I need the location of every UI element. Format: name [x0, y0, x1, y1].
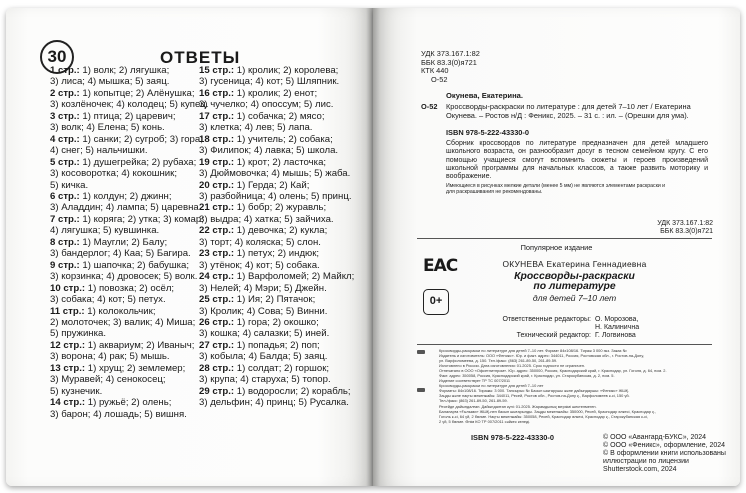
udc-bottom-block	[643, 220, 713, 236]
answer-page-label: 9 стр.:	[50, 259, 80, 271]
answer-text: 3) барон; 4) лошадь; 5) вишня.	[50, 408, 187, 420]
answer-text: 1) повозка; 2) осёл;	[85, 282, 175, 294]
answer-text: 1) Варфоломей; 2) Майкл;	[234, 271, 355, 283]
answer-text: 1) Ия; 2) Пятачок;	[234, 294, 316, 306]
fine-print-line: Ресейде дайындалған. Дайындалған күні: 01.2025. Жарамдылық мерзімі шектелмеген.	[439, 403, 597, 409]
answer-line	[50, 386, 208, 397]
fine-print-line: Изделие соответствует ТР ТС 007/2011	[439, 378, 511, 384]
answer-line	[199, 191, 354, 202]
answer-text: 1) собачка; 2) мясо;	[234, 110, 325, 122]
answer-line	[199, 122, 354, 133]
answer-line	[199, 134, 354, 145]
answer-page-label: 12 стр.:	[50, 339, 86, 351]
answer-page-label: 24 стр.:	[199, 271, 235, 283]
answer-line	[199, 260, 354, 271]
popular-edition-label: Популярное издание	[520, 243, 593, 252]
answer-text: 1) кролик; 2) енот;	[234, 87, 318, 99]
answer-line	[50, 260, 208, 271]
answer-line	[199, 111, 354, 122]
answer-page-label: 4 стр.:	[50, 133, 80, 145]
answer-page-label: 11 стр.:	[50, 305, 85, 317]
editor-name: О. Морозова,	[595, 316, 639, 323]
fine-print-line: Факт. адрес: 350058, Россия, Краснодарский край, г. Краснодар, ул. Старокубанская, д. 2, пом. 5.	[439, 373, 615, 379]
answer-line	[50, 340, 208, 351]
copyright-line: © В оформлении книги использованы	[603, 450, 726, 458]
answer-page-label: 19 стр.:	[199, 156, 235, 168]
answer-line	[199, 145, 354, 156]
answer-page-label: 21 стр.:	[199, 202, 235, 214]
answer-text: 1) санки; 2) сугроб; 3) гора;	[79, 133, 203, 145]
imprint-fine-print	[429, 348, 713, 424]
answer-line	[50, 248, 208, 259]
answer-line	[199, 397, 354, 408]
answer-text: 1) Маугли; 2) Балу;	[79, 236, 168, 248]
answer-text: 3) Кролик; 4) Сова; 5) Винни.	[199, 305, 328, 317]
answer-line	[199, 225, 354, 236]
answer-line	[50, 99, 208, 110]
page-title: ОТВЕТЫ	[160, 48, 241, 67]
answer-line	[199, 328, 354, 339]
answer-line	[50, 409, 208, 420]
answer-page-label: 28 стр.:	[199, 362, 235, 374]
answer-text: 1) крот; 2) ласточка;	[234, 156, 327, 168]
fine-print-line: Заңды және нақты мекенжайы: 344011, Ресей, Ростов обл., Ростов-на-Дону қ., Варфоломеев к-сі, 150 үй.	[439, 393, 630, 399]
answer-page-label: 2 стр.:	[50, 87, 80, 99]
coloring-warning: Имеющиеся в рисунках мелкие детали (менее 5 мм) не являются элементами раскраски и для раскрашивания не рекомендованы.	[446, 183, 666, 196]
answer-line	[50, 202, 208, 213]
answer-page-label: 17 стр.:	[199, 110, 235, 122]
answer-page-label: 8 стр.:	[50, 236, 80, 248]
answer-text: 5) кузнечик.	[50, 385, 103, 397]
answer-line	[199, 88, 354, 99]
answer-page-label: 20 стр.:	[199, 179, 235, 191]
answer-text: 1) птица; 2) царевич;	[79, 110, 176, 122]
answer-text: 4) снег; 5) нальчишки.	[50, 145, 148, 157]
answer-text: 3) Аладдин; 4) лампа; 5) царевна.	[50, 202, 202, 214]
answer-text: 1) душегрейка; 2) рубаха;	[79, 156, 197, 168]
udc-block	[421, 50, 480, 84]
fine-print-line: Издатель и изготовитель: ООО «Феникс». Юр. и факт. адрес: 344011, Россия, Ростовская обл., г. Ростов-на-Дону,	[439, 353, 644, 359]
answer-line	[199, 99, 354, 110]
answer-line	[50, 76, 208, 87]
answers-column-right	[199, 65, 354, 409]
answer-text: 1) шапочка; 2) бабушка;	[79, 259, 190, 271]
bbk-line: ББК 83.3(0)я721	[660, 228, 713, 236]
answer-page-label: 22 стр.:	[199, 225, 235, 237]
book-title-line: Кроссворды-раскраски	[514, 271, 635, 282]
answer-line	[199, 351, 354, 362]
bbk-line: ББК 83.3(0)я721	[421, 57, 477, 67]
answer-text: 5) кичка.	[50, 179, 89, 191]
answer-page-label: 27 стр.:	[199, 339, 235, 351]
answer-text: 3) бандерлог; 4) Каа; 5) Багира.	[50, 248, 191, 260]
answer-text: 3) крупа; 4) старуха; 5) топор.	[199, 374, 331, 386]
answer-text: 1) кролик; 2) королева;	[234, 65, 339, 76]
product-icon	[417, 350, 425, 354]
answer-text: 3) лиса; 4) мышка; 5) заяц.	[50, 76, 170, 88]
right-page	[373, 8, 740, 486]
answer-text: 3) козлёночек; 4) колодец; 5) купец.	[50, 99, 209, 111]
answer-line	[50, 306, 208, 317]
answer-page-label: 18 стр.:	[199, 133, 235, 145]
fine-print-line: Гоголь к-сі, 64 үй, 2 бөлме. Нақты мекенжайы: 350058, Ресей, Краснодар өлкесі, Краснодар қ., Старокубанская к-сі,	[439, 413, 649, 419]
copyright-line: © ООО «Авангард-БУКС», 2024	[603, 434, 707, 441]
fine-print-line: ул. Варфоломеева, д. 150. Тел./факс: (863) 261-89-50, 261-89-59.	[439, 358, 558, 364]
answer-line	[50, 111, 208, 122]
book-title	[373, 272, 740, 293]
answer-line	[50, 214, 208, 225]
answer-line	[199, 294, 354, 305]
answer-text: 1) бобр; 2) журавль;	[234, 202, 327, 214]
answer-page-label: 5 стр.:	[50, 156, 80, 168]
udc-line: УДК 373.167.1:82	[657, 220, 713, 227]
left-page	[6, 8, 373, 486]
answer-line	[50, 180, 208, 191]
answer-line	[50, 351, 208, 362]
fine-print-line: Отпечатано в ООО «Офсетлитпром». Юр. адрес: 350000, Россия, Краснодарский край, г. Краснодар, ул. Гоголя, д. 64, пом. 2.	[439, 368, 667, 374]
answer-line	[50, 294, 208, 305]
answer-text: 3) собака; 4) кот; 5) петух.	[50, 294, 166, 306]
answer-page-label: 29 стр.:	[199, 385, 235, 397]
editor-role: Технический редактор:	[516, 332, 591, 339]
editor-role: Ответственные редакторы:	[502, 316, 591, 323]
answer-line	[50, 397, 208, 408]
answer-line	[199, 363, 354, 374]
copyright-block	[603, 434, 726, 474]
answer-line	[50, 363, 208, 374]
answer-text: 1) ружьё; 2) олень;	[85, 397, 172, 409]
product-icon	[417, 388, 425, 392]
fine-print-line: 2 үй, 5 бөлме. Өнім КО ТР 007/2011 сәйкес келеді.	[439, 418, 531, 424]
answer-text: 1) гора; 2) окошко;	[234, 316, 319, 328]
fine-print-line: Кроссворды-раскраски по литературе для детей 7–10 лет. Формат 84х108/16. Тираж 3 000 экз. Заказ №	[439, 348, 627, 353]
copyright-line: Shutterstock.com, 2024	[603, 466, 677, 474]
answer-line	[199, 180, 354, 191]
answer-line	[199, 271, 354, 282]
answer-line	[50, 328, 208, 339]
answer-text: 1) водоросли; 2) корабль;	[234, 385, 351, 397]
answer-page-label: 23 стр.:	[199, 248, 235, 260]
answer-line	[50, 191, 208, 202]
answer-line	[199, 237, 354, 248]
answer-text: 1) аквариум; 2) Иваныч;	[85, 339, 195, 351]
answer-line	[50, 225, 208, 236]
editor-name: Н. Калинична	[595, 324, 640, 331]
answer-line	[50, 283, 208, 294]
author-name: Окунева, Екатерина.	[446, 91, 524, 100]
answer-text: 5) пружинка.	[50, 328, 107, 340]
answer-text: 3) Филипок; 4) лавка; 5) школа.	[199, 145, 339, 157]
answer-text: 1) волк; 2) лягушка;	[79, 65, 170, 76]
answer-text: 4) лягушка; 5) кувшинка.	[50, 225, 160, 237]
answer-line	[199, 386, 354, 397]
answer-text: 3) ворона; 4) рак; 5) мышь.	[50, 351, 170, 363]
divider	[417, 238, 712, 239]
open-book	[6, 8, 740, 486]
editor-name: Г. Логвинова	[595, 332, 636, 339]
udc-line: УДК 373.167.1:82	[421, 49, 480, 58]
answer-line	[199, 157, 354, 168]
answer-page-label: 3 стр.:	[50, 110, 80, 122]
isbn-top: ISBN 978-5-222-43330-0	[446, 128, 529, 137]
answer-page-label: 26 стр.:	[199, 316, 235, 328]
answer-line	[50, 317, 208, 328]
answer-line	[50, 145, 208, 156]
answer-text: 3) волк; 4) Елена; 5) конь.	[50, 122, 165, 134]
answer-text: 3) Муравей; 4) сенокосец;	[50, 374, 166, 386]
answer-text: 3) выдра; 4) хатка; 5) зайчиха.	[199, 213, 334, 225]
answer-text: 1) девочка; 2) кукла;	[234, 225, 328, 237]
copyright-line: иллюстрации по лицензии	[603, 458, 689, 466]
divider	[417, 344, 712, 345]
answer-text: 1) хрущ; 2) землемер;	[85, 362, 186, 374]
answer-line	[199, 317, 354, 328]
answer-text: 1) попадья; 2) поп;	[234, 339, 320, 351]
answer-text: 3) гусеница; 4) кот; 5) Шляпник.	[199, 76, 340, 88]
answer-page-label: 15 стр.:	[199, 65, 235, 76]
answer-page-label: 7 стр.:	[50, 213, 80, 225]
answer-text: 3) дельфин; 4) принц; 5) Русалка.	[199, 397, 349, 409]
answer-text: 3) корзинка; 4) дровосек; 5) волк.	[50, 271, 198, 283]
answer-text: 3) разбойница; 4) олень; 5) принц.	[199, 190, 352, 202]
answer-line	[199, 76, 354, 87]
fine-print-line: Форматы: 84х108/16. Тиражы: 3 000. Тапсырыс № Басып шығарушы және дайындаушы: «Феникс» ЖШҚ.	[439, 388, 630, 394]
answer-line	[199, 340, 354, 351]
answer-text: 3) косоворотка; 4) кокошник;	[50, 168, 178, 180]
age-rating-badge: 0+	[423, 289, 449, 315]
answer-text: 1) колокольчик;	[84, 305, 156, 317]
book-subtitle: для детей 7–10 лет	[532, 293, 617, 303]
answer-text: 3) торт; 4) коляска; 5) слон.	[199, 236, 321, 248]
answer-line	[199, 168, 354, 179]
fine-print-line: Кроссворды-раскраски по литературе для детей 7–10 лет	[439, 383, 544, 389]
copyright-line: © ООО «Феникс», оформление, 2024	[603, 442, 726, 450]
answer-line	[199, 202, 354, 213]
book-spine-shadow	[366, 8, 380, 486]
page-number: 30	[40, 40, 74, 74]
answer-text: 1) копытце; 2) Алёнушка;	[79, 87, 195, 99]
answer-line	[50, 374, 208, 385]
answer-line	[50, 157, 208, 168]
answer-page-label: 16 стр.:	[199, 87, 235, 99]
answer-line	[199, 65, 354, 76]
answer-text: 3) чучелко; 4) опоссум; 5) лис.	[199, 99, 334, 111]
answer-page-label: 1 стр.:	[50, 65, 80, 76]
answer-text: 1) коряга; 2) утка; 3) комар;	[79, 213, 204, 225]
answer-text: 3) утёнок; 4) кот; 5) собака.	[199, 259, 320, 271]
bibliographic-reference	[446, 103, 691, 120]
eac-mark: EAC	[423, 256, 458, 276]
author-mark: О-52	[421, 102, 438, 111]
answer-page-label: 6 стр.:	[50, 190, 80, 202]
author-code-line: О-52	[431, 74, 448, 84]
answer-text: 3) Нелей; 4) Мэри; 5) Джейн.	[199, 282, 327, 294]
answer-page-label: 14 стр.:	[50, 397, 86, 409]
answer-text: 3) клетка; 4) лев; 5) лапа.	[199, 122, 313, 134]
answer-page-label: 10 стр.:	[50, 282, 86, 294]
answer-text: 1) солдат; 2) горшок;	[234, 362, 330, 374]
abstract-text: Сборник кроссвордов по литературе предназначен для детей младшего школьного возраста, он разнообразит досуг в тесном семейном кругу. С его помощью учащиеся смогут вспомнить сюжеты и героев произведений школьной программы для начальных классов, а также развить моторику и воображение.	[446, 140, 708, 181]
answer-line	[199, 248, 354, 259]
answer-text: 2) молоточек; 3) валик; 4) Миша;	[50, 316, 196, 328]
answer-line	[50, 65, 208, 76]
answer-page-label: 25 стр.:	[199, 294, 235, 306]
answer-line	[199, 306, 354, 317]
answer-text: 3) кобыла; 4) Балда; 5) заяц.	[199, 351, 328, 363]
answer-text: 3) кошка; 4) салазки; 5) иней.	[199, 328, 330, 340]
answer-line	[50, 122, 208, 133]
answers-column-left	[50, 65, 208, 420]
answer-line	[50, 134, 208, 145]
fine-print-line: Изготовлено в России. Дата изготовления: 01.2025. Срок годности не ограничен.	[439, 363, 585, 369]
answer-line	[199, 214, 354, 225]
answer-line	[199, 374, 354, 385]
reference-line: Окунева. – Ростов н/Д : Феникс, 2025. – 31 с. : ил. – (Орешки для ума).	[446, 110, 689, 120]
answer-line	[199, 283, 354, 294]
fine-print-line: Тел./факс: (863) 261-89-50, 261-89-59.	[439, 398, 508, 404]
ktk-line: КТК 440	[421, 66, 449, 76]
book-title-line: по литературе	[533, 281, 616, 293]
answer-line	[50, 168, 208, 179]
answer-page-label: 13 стр.:	[50, 362, 86, 374]
answer-line	[50, 88, 208, 99]
answer-text: 1) Герда; 2) Кай;	[234, 179, 310, 191]
answer-text: 1) колдун; 2) джинн;	[79, 190, 172, 202]
answer-text: 3) Дюймовочка; 4) мышь; 5) жаба.	[199, 168, 351, 180]
reference-line: Кроссворды-раскраски по литературе : для детей 7–10 лет / Екатерина	[446, 102, 691, 111]
answer-text: 1) петух; 2) индюк;	[234, 248, 320, 260]
answer-text: 1) учитель; 2) собака;	[234, 133, 333, 145]
answer-line	[50, 271, 208, 282]
fine-print-line: Балаларға «Ғылыми» ЖШҚ-нен басып шығарылды. Заңды мекенжайы: 350000, Ресей, Краснодар өлкесі, Краснодар қ.,	[439, 408, 656, 414]
answer-line	[50, 237, 208, 248]
isbn-bottom: ISBN 978-5-222-43330-0	[471, 433, 554, 442]
author-full-name: ОКУНЕВА Екатерина Геннадиевна	[502, 259, 647, 269]
